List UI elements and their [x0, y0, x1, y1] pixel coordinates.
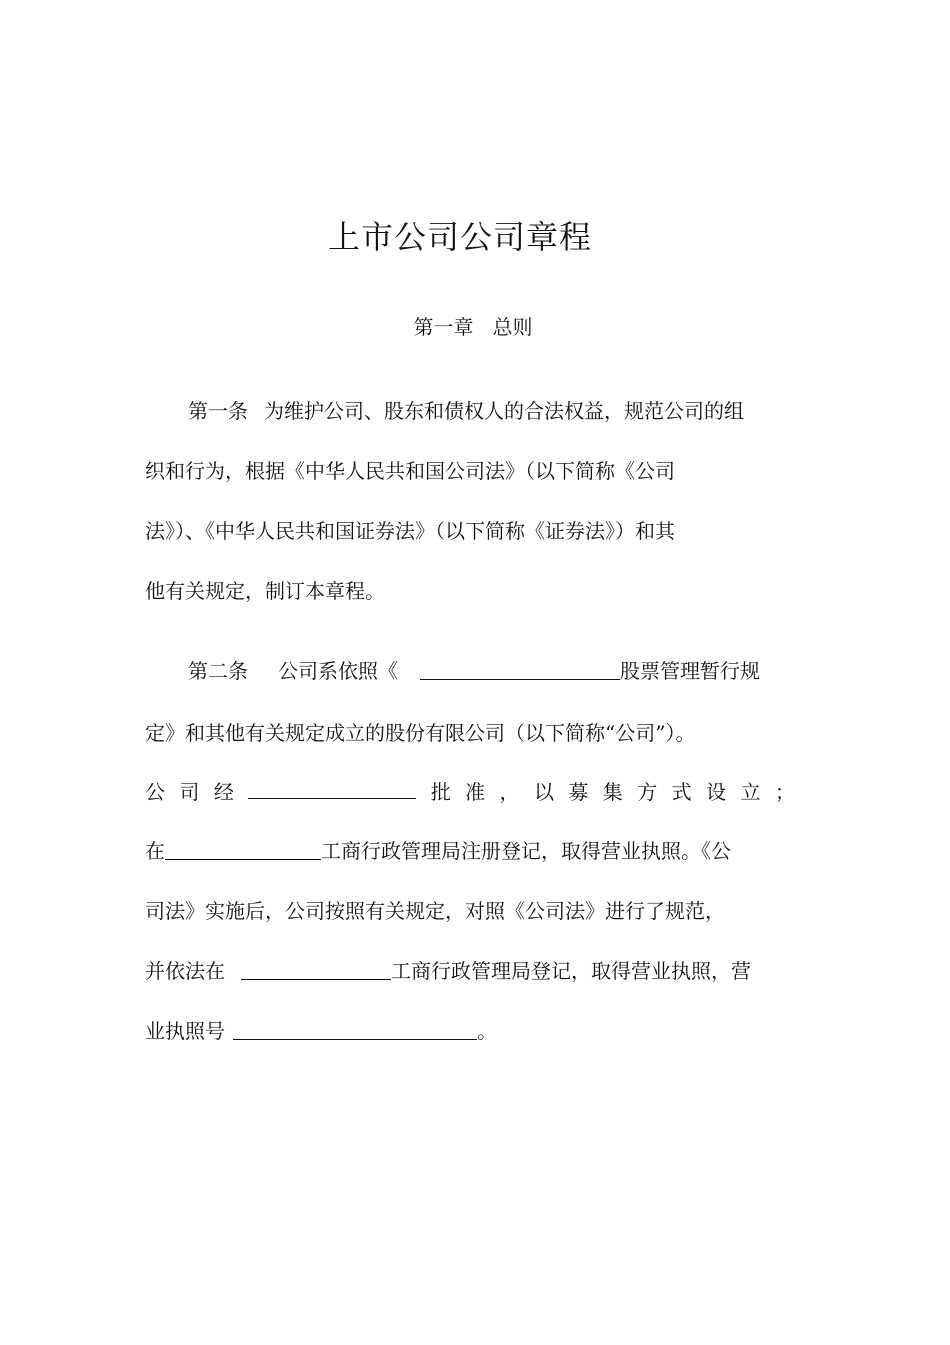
spread-char: 公	[145, 780, 165, 804]
spread-char: 准	[465, 780, 486, 804]
article-2-text-6a: 并依法在	[145, 959, 225, 983]
article-2-text-7b: 。	[477, 1019, 497, 1043]
article-1-line-2: 织和行为，根据《中华人民共和国公司法》（以下简称《公司	[145, 459, 675, 483]
article-2-line-2: 定》和其他有关规定成立的股份有限公司（以下简称“公司”）。	[145, 721, 696, 745]
article-2-line-7	[145, 1016, 497, 1046]
spread-char: 司	[179, 780, 200, 804]
article-2-label: 第二条	[188, 659, 248, 683]
article-2-line-5: 司法》实施后，公司按照有关规定，对照《公司法》进行了规范，	[145, 899, 725, 923]
article-1-label: 第一条	[188, 399, 248, 423]
article-2-text-4a: 在	[145, 839, 165, 863]
spread-char: ，	[499, 780, 520, 804]
chapter-heading: 第一章 总则	[413, 315, 533, 339]
blank-field	[241, 957, 391, 980]
article-1-line-1	[188, 396, 744, 426]
article-2-text-7a: 业执照号	[145, 1019, 225, 1043]
blank-field	[248, 776, 416, 799]
document-title: 上市公司公司章程	[327, 218, 592, 256]
article-2-text-1a: 公司系依照《	[278, 659, 398, 683]
spread-char: 设	[706, 780, 727, 804]
spread-char: 批	[430, 780, 451, 804]
article-2-line-6	[145, 956, 751, 986]
spread-char: 式	[671, 780, 692, 804]
spread-char: 立	[740, 780, 761, 804]
article-1-text-1: 为维护公司、股东和债权人的合法权益，规范公司的组	[264, 399, 744, 423]
article-1-line-3: 法》）、《中华人民共和国证券法》（以下简称《证券法》）和其	[145, 519, 675, 543]
article-2-line-1	[188, 656, 760, 686]
article-2-line-3	[145, 776, 795, 807]
spread-char: 募	[568, 780, 589, 804]
blank-field	[420, 657, 620, 680]
blank-field	[233, 1017, 477, 1040]
article-2-text-4b: 工商行政管理局注册登记，取得营业执照。《公	[321, 839, 731, 863]
article-2-text-1b: 股票管理暂行规	[620, 659, 760, 683]
spread-char: 以	[533, 780, 554, 804]
spread-char: ；	[774, 780, 795, 804]
article-2-text-6b: 工商行政管理局登记，取得营业执照，营	[391, 959, 751, 983]
spread-char: 经	[213, 780, 234, 804]
spread-char: 集	[602, 780, 623, 804]
blank-field	[165, 837, 321, 860]
spread-char: 方	[637, 780, 658, 804]
article-2-line-4	[145, 836, 731, 866]
article-1-line-4: 他有关规定，制订本章程。	[145, 579, 385, 603]
